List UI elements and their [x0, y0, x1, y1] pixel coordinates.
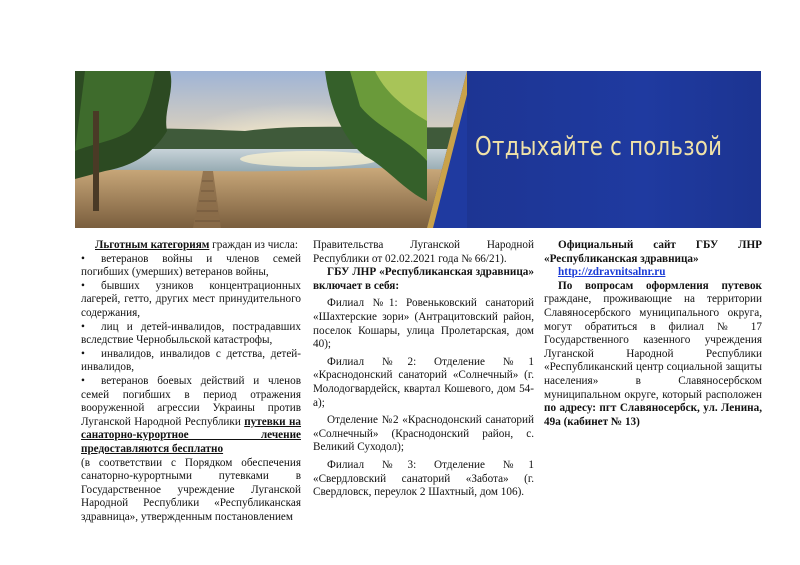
- benefits-intro: [81, 239, 301, 253]
- column-benefits: [81, 239, 301, 524]
- list-item: Филиал №3: Отделение №1 «Свердловский санаторий «Забота» (г. Свердловск, переулок 2 Шахтный, дом 106).: [313, 458, 534, 499]
- list-item: Филиал №2: Отделение №1 «Краснодонский санаторий «Солнечный» (г. Молодогвардейск, квартал Кошевого, дом 54-а);: [313, 355, 534, 409]
- site-title: Официальный сайт ГБУ ЛНР «Республиканская здравница»: [544, 239, 762, 265]
- list-item: • бывших узников концентрационных лагерей, гетто, других мест принудительного содержания,: [81, 279, 301, 319]
- column-contacts: [544, 239, 762, 429]
- list-item: • ветеранов войны и членов семей погибших (умерших) ветеранов войны,: [81, 252, 301, 279]
- benefits-intro-rest: граждан из числа:: [209, 239, 298, 251]
- list-item: • инвалидов, инвалидов с детства, детей-инвалидов,: [81, 347, 301, 374]
- lake-sunrise-photo: [75, 71, 467, 228]
- order-reference: (в соответствии с Порядком обеспечения санаторно-курортными путевками в Государственное учреждение Луганской Народной Республики «Республиканская здравница», утвержденным постановлением: [81, 456, 301, 523]
- site-link[interactable]: http://zdravnitsalnr.ru: [558, 266, 666, 279]
- contact-text: граждане, проживающие на территории Славяносербского муниципального округа, могут обратиться в филиал № 17 Государственного казенного учреждения Луганской Народной Республики «Республиканский центр социальной защиты населения» в Славяносербском муниципальном округе, который расположен: [544, 293, 762, 401]
- order-reference-continued: Правительства Луганской Народной Республики от 02.02.2021 года № 66/21).: [313, 239, 534, 265]
- column-branches: [313, 239, 534, 500]
- branches-header: ГБУ ЛНР «Республиканская здравница» включает в себя:: [313, 266, 534, 292]
- banner-slogan: Отдыхайте с пользой: [475, 132, 723, 162]
- contact-paragraph: [544, 280, 762, 430]
- free-phrase: путевки на санаторно-курортное лечение предоставляются бесплатно: [81, 415, 302, 455]
- list-item: • лиц и детей-инвалидов, пострадавших вследствие Чернобыльской катастрофы,: [81, 320, 301, 347]
- contact-address: по адресу: пгт Славяносербск, ул. Ленина, 49а (кабинет № 13): [544, 402, 762, 428]
- list-item: • ветеранов боевых действий и членов семей погибших в период отражения вооруженной агрессии Украины против Луганской Народной Республики путевки на санаторно-курортное лечение предоставляются бесплатно: [81, 374, 302, 455]
- list-item: Отделение №2 «Краснодонский санаторий «Солнечный» (Краснодонский район, с. Великий Суходол);: [313, 414, 534, 454]
- benefits-intro-bold: Льготным категориям: [95, 239, 210, 251]
- contact-bold: По вопросам оформления путевок: [558, 279, 762, 292]
- list-item: Филиал №1: Ровеньковский санаторий «Шахтерские зори» (Антрацитовский район, поселок Кошары, улица Пролетарская, дом 40);: [313, 297, 534, 351]
